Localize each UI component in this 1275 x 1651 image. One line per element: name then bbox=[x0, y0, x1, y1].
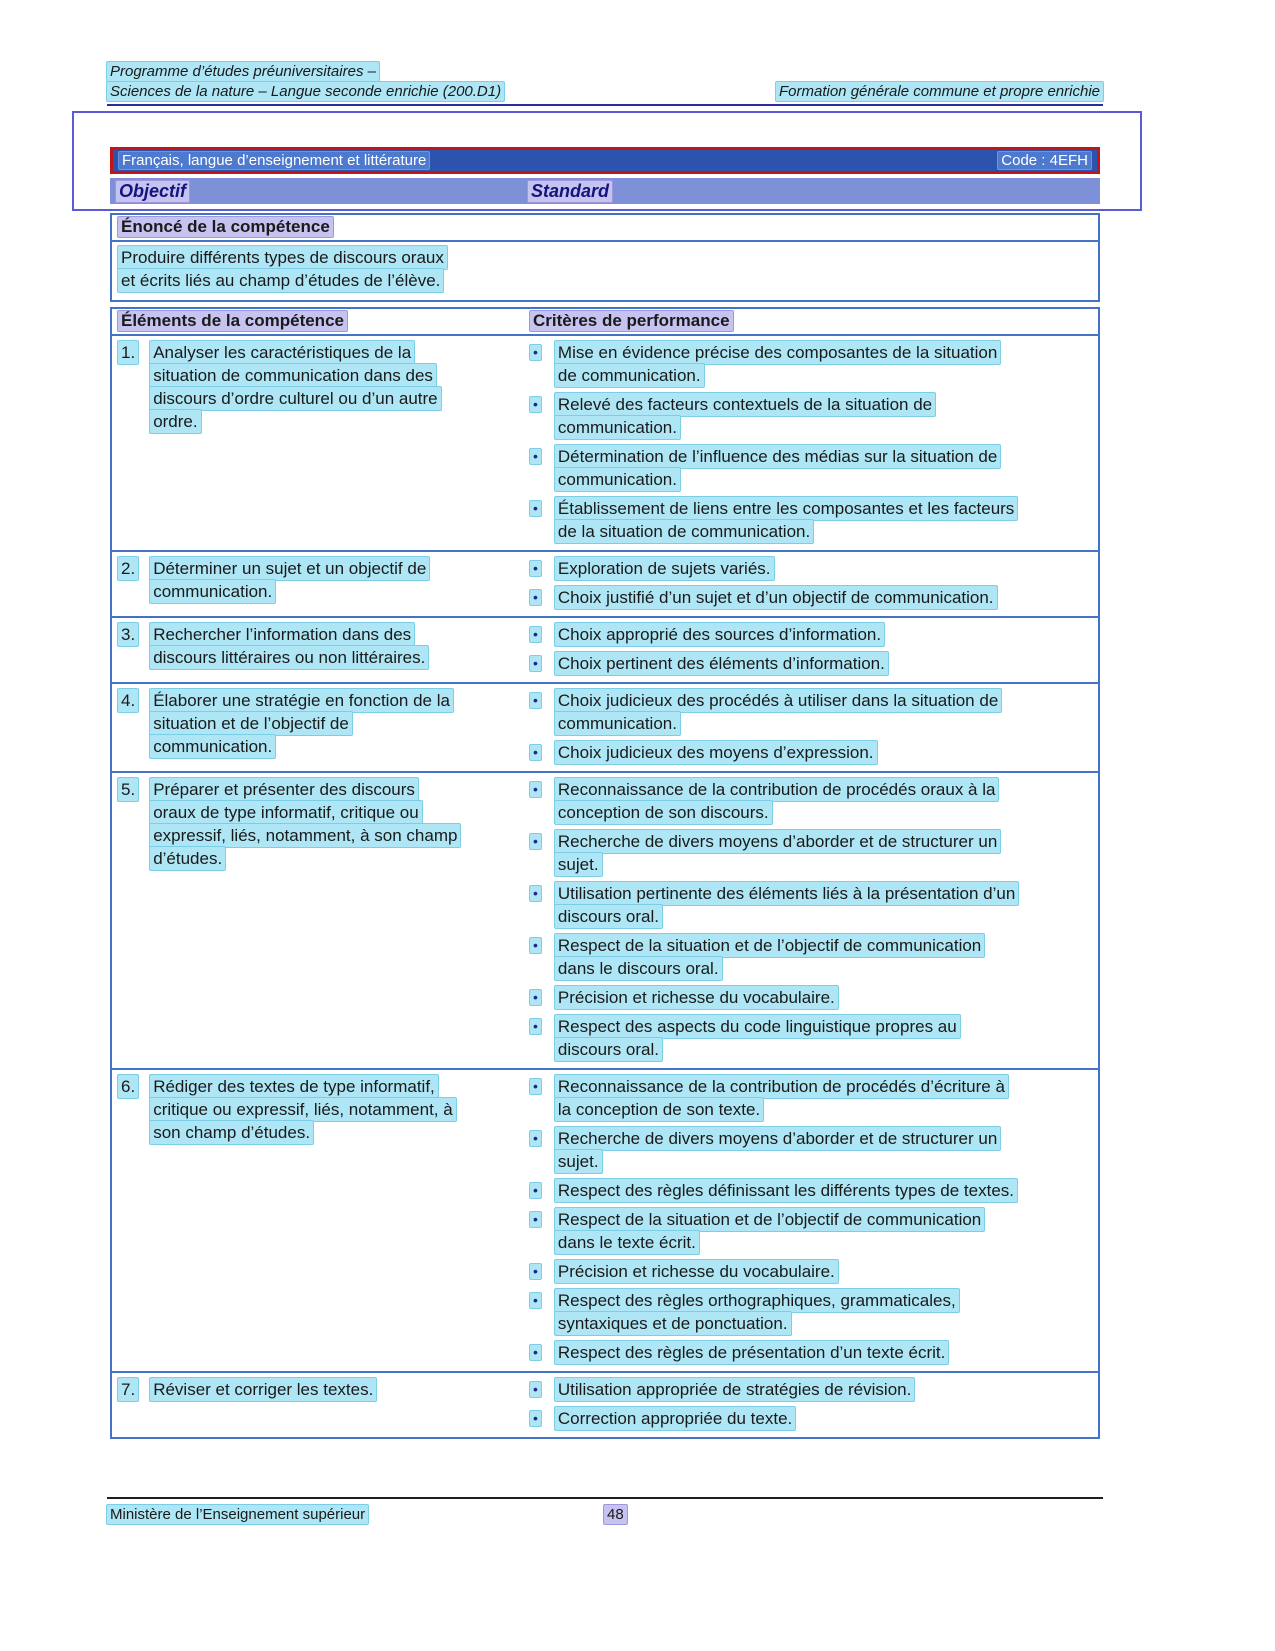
bullet-icon: • bbox=[530, 501, 541, 516]
element-cell bbox=[112, 623, 512, 675]
criterion-text bbox=[555, 830, 1000, 876]
bullet-icon: • bbox=[530, 1411, 541, 1426]
criterion-line bbox=[555, 364, 1000, 387]
criterion-line bbox=[555, 1378, 914, 1401]
criterion-line-text: Précision et richesse du vocabulaire. bbox=[555, 1260, 838, 1283]
criterion-text bbox=[555, 1341, 948, 1364]
competency-row bbox=[112, 684, 1098, 773]
enonce-body bbox=[112, 242, 1098, 300]
competency-row bbox=[112, 1373, 1098, 1437]
criterion-text bbox=[555, 1179, 1017, 1202]
criterion-line-text: de communication. bbox=[555, 364, 704, 387]
element-text bbox=[150, 1378, 376, 1401]
criterion-line-text: Précision et richesse du vocabulaire. bbox=[555, 986, 838, 1009]
criterion-line-text: Utilisation appropriée de stratégies de révision. bbox=[555, 1378, 914, 1401]
competency-row bbox=[112, 336, 1098, 552]
criterion-line bbox=[555, 652, 888, 675]
criteres-column-header-label: Critères de performance bbox=[530, 311, 733, 331]
criterion-item bbox=[530, 741, 1092, 764]
element-line bbox=[150, 801, 460, 824]
header-left bbox=[107, 62, 504, 102]
element-line bbox=[150, 824, 460, 847]
criterion-item bbox=[530, 557, 1092, 580]
criterion-line bbox=[555, 1208, 984, 1231]
element-line bbox=[150, 1378, 376, 1401]
criterion-line-text: Respect des règles définissant les différents types de textes. bbox=[555, 1179, 1017, 1202]
element-cell bbox=[112, 341, 512, 543]
bullet-icon: • bbox=[530, 590, 541, 605]
criterion-text bbox=[555, 557, 774, 580]
element-cell bbox=[112, 557, 512, 609]
element-line-text: Analyser les caractéristiques de la bbox=[150, 341, 414, 364]
criterion-line-text: Choix judicieux des procédés à utiliser dans la situation de bbox=[555, 689, 1001, 712]
bullet-icon: • bbox=[530, 1019, 541, 1034]
criterion-line-text: Reconnaissance de la contribution de procédés oraux à la bbox=[555, 778, 999, 801]
element-line-text: d’études. bbox=[150, 847, 225, 870]
element-text bbox=[150, 623, 428, 669]
criterion-line-text: sujet. bbox=[555, 1150, 602, 1173]
element-line bbox=[150, 341, 440, 364]
criterion-line bbox=[555, 586, 997, 609]
criterion-line bbox=[555, 1407, 795, 1430]
bullet-icon: • bbox=[530, 1264, 541, 1279]
criterion-item bbox=[530, 1015, 1092, 1061]
criterion-item bbox=[530, 986, 1092, 1009]
course-title-bar bbox=[110, 147, 1100, 174]
criterion-text bbox=[555, 882, 1018, 928]
element-line-text: situation de communication dans des bbox=[150, 364, 436, 387]
criterion-text bbox=[555, 1378, 914, 1401]
criterion-line bbox=[555, 468, 1000, 491]
criterion-line bbox=[555, 741, 877, 764]
criterion-line-text: Choix judicieux des moyens d’expression. bbox=[555, 741, 877, 764]
criterion-line bbox=[555, 623, 884, 646]
element-line-text: Rechercher l’information dans des bbox=[150, 623, 414, 646]
element-line-text: Déterminer un sujet et un objectif de bbox=[150, 557, 429, 580]
criterion-text bbox=[555, 689, 1001, 735]
criterion-line-text: communication. bbox=[555, 712, 680, 735]
element-text bbox=[150, 778, 460, 870]
element-line-text: communication. bbox=[150, 735, 275, 758]
bullet-icon: • bbox=[530, 561, 541, 576]
criterion-line bbox=[555, 712, 1001, 735]
criterion-line bbox=[555, 853, 1000, 876]
objectif-standard-band bbox=[110, 178, 1100, 204]
criterion-item bbox=[530, 652, 1092, 675]
criterion-line bbox=[555, 1038, 960, 1061]
element-number: 4. bbox=[118, 689, 138, 712]
criterion-line-text: sujet. bbox=[555, 853, 602, 876]
criterion-line-text: discours oral. bbox=[555, 1038, 662, 1061]
competency-table-header bbox=[112, 309, 1098, 336]
bullet-icon: • bbox=[530, 834, 541, 849]
elements-column-header-label: Éléments de la compétence bbox=[118, 311, 347, 331]
criterion-line bbox=[555, 520, 1017, 543]
criterion-text bbox=[555, 393, 935, 439]
element-line-text: Réviser et corriger les textes. bbox=[150, 1378, 376, 1401]
criterion-line-text: Respect des règles orthographiques, grammaticales, bbox=[555, 1289, 959, 1312]
criterion-text bbox=[555, 341, 1000, 387]
criterion-item bbox=[530, 689, 1092, 735]
criterion-line bbox=[555, 689, 1001, 712]
criterion-line bbox=[555, 416, 935, 439]
criterion-item bbox=[530, 497, 1092, 543]
criterion-line bbox=[555, 557, 774, 580]
criterion-item bbox=[530, 1407, 1092, 1430]
criterion-line-text: syntaxiques et de ponctuation. bbox=[555, 1312, 791, 1335]
element-cell bbox=[112, 1378, 512, 1430]
criterion-line bbox=[555, 1289, 959, 1312]
criterion-item bbox=[530, 934, 1092, 980]
criterion-line-text: dans le discours oral. bbox=[555, 957, 722, 980]
criterion-item bbox=[530, 445, 1092, 491]
criteres-column-header bbox=[512, 311, 1098, 331]
criterion-line-text: Exploration de sujets variés. bbox=[555, 557, 774, 580]
criterion-line bbox=[555, 1150, 1000, 1173]
criterion-line-text: communication. bbox=[555, 416, 680, 439]
element-line bbox=[150, 387, 440, 410]
criterion-text bbox=[555, 623, 884, 646]
criterion-item bbox=[530, 1179, 1092, 1202]
element-line bbox=[150, 623, 428, 646]
element-line bbox=[150, 580, 429, 603]
elements-column-header bbox=[112, 311, 512, 331]
competency-row bbox=[112, 618, 1098, 684]
footer-ministry-label: Ministère de l’Enseignement supérieur bbox=[107, 1505, 368, 1524]
bullet-icon: • bbox=[530, 656, 541, 671]
competency-row bbox=[112, 1070, 1098, 1373]
criterion-item bbox=[530, 1378, 1092, 1401]
element-number: 6. bbox=[118, 1075, 138, 1098]
criteria-cell bbox=[512, 1378, 1098, 1430]
criterion-line bbox=[555, 1341, 948, 1364]
element-line-text: Rédiger des textes de type informatif, bbox=[150, 1075, 438, 1098]
header-program-line2: Sciences de la nature – Langue seconde enrichie (200.D1) bbox=[107, 82, 504, 101]
criterion-line bbox=[555, 882, 1018, 905]
element-text bbox=[150, 1075, 456, 1144]
enonce-line bbox=[118, 246, 1092, 269]
competency-row bbox=[112, 552, 1098, 618]
course-code: Code : 4EFH bbox=[998, 152, 1091, 169]
criterion-line bbox=[555, 497, 1017, 520]
element-line bbox=[150, 1075, 456, 1098]
element-line bbox=[150, 364, 440, 387]
element-number: 1. bbox=[118, 341, 138, 364]
element-number: 3. bbox=[118, 623, 138, 646]
element-text bbox=[150, 557, 429, 603]
element-line bbox=[150, 646, 428, 669]
bullet-icon: • bbox=[530, 886, 541, 901]
element-cell bbox=[112, 1075, 512, 1364]
element-line-text: Élaborer une stratégie en fonction de la bbox=[150, 689, 453, 712]
bullet-icon: • bbox=[530, 627, 541, 642]
page-number: 48 bbox=[604, 1505, 627, 1524]
element-line-text: son champ d’études. bbox=[150, 1121, 313, 1144]
criterion-line bbox=[555, 1015, 960, 1038]
standard-heading: Standard bbox=[528, 181, 612, 202]
criterion-text bbox=[555, 652, 888, 675]
element-line-text: expressif, liés, notamment, à son champ bbox=[150, 824, 460, 847]
criterion-item bbox=[530, 393, 1092, 439]
element-line-text: oraux de type informatif, critique ou bbox=[150, 801, 422, 824]
bullet-icon: • bbox=[530, 1131, 541, 1146]
enonce-line bbox=[118, 269, 1092, 292]
bullet-icon: • bbox=[530, 745, 541, 760]
element-line bbox=[150, 735, 453, 758]
criterion-line-text: Correction appropriée du texte. bbox=[555, 1407, 795, 1430]
criteria-cell bbox=[512, 557, 1098, 609]
page-header bbox=[107, 62, 1103, 102]
criterion-line bbox=[555, 1075, 1008, 1098]
criterion-item bbox=[530, 341, 1092, 387]
criterion-line-text: Utilisation pertinente des éléments liés à la présentation d’un bbox=[555, 882, 1018, 905]
criterion-item bbox=[530, 830, 1092, 876]
criterion-line bbox=[555, 1098, 1008, 1121]
bullet-icon: • bbox=[530, 693, 541, 708]
criterion-line bbox=[555, 957, 984, 980]
element-line bbox=[150, 712, 453, 735]
criterion-line-text: Choix approprié des sources d’information. bbox=[555, 623, 884, 646]
objectif-heading: Objectif bbox=[116, 181, 189, 202]
criterion-item bbox=[530, 882, 1092, 928]
element-line-text: ordre. bbox=[150, 410, 200, 433]
element-line bbox=[150, 1098, 456, 1121]
criterion-line-text: Recherche de divers moyens d’aborder et de structurer un bbox=[555, 830, 1000, 853]
criterion-text bbox=[555, 1407, 795, 1430]
element-number: 7. bbox=[118, 1378, 138, 1401]
element-cell bbox=[112, 689, 512, 764]
bullet-icon: • bbox=[530, 1293, 541, 1308]
criterion-text bbox=[555, 1075, 1008, 1121]
criterion-text bbox=[555, 445, 1000, 491]
bullet-icon: • bbox=[530, 1212, 541, 1227]
criterion-line bbox=[555, 830, 1000, 853]
criterion-text bbox=[555, 1289, 959, 1335]
criterion-line bbox=[555, 986, 838, 1009]
criterion-line bbox=[555, 1231, 984, 1254]
criterion-item bbox=[530, 1208, 1092, 1254]
criterion-line-text: dans le texte écrit. bbox=[555, 1231, 699, 1254]
element-text bbox=[150, 689, 453, 758]
element-line bbox=[150, 1121, 456, 1144]
criteria-cell bbox=[512, 1075, 1098, 1364]
element-number: 5. bbox=[118, 778, 138, 801]
header-program-line1: Programme d’études préuniversitaires – bbox=[107, 62, 379, 81]
enonce-header bbox=[112, 215, 1098, 242]
criterion-text bbox=[555, 986, 838, 1009]
criterion-line-text: discours oral. bbox=[555, 905, 662, 928]
enonce-table bbox=[110, 213, 1100, 302]
criterion-item bbox=[530, 1127, 1092, 1173]
footer-rule bbox=[107, 1497, 1103, 1499]
criterion-text bbox=[555, 934, 984, 980]
criterion-line bbox=[555, 905, 1018, 928]
criteria-cell bbox=[512, 341, 1098, 543]
bullet-icon: • bbox=[530, 938, 541, 953]
bullet-icon: • bbox=[530, 1382, 541, 1397]
criterion-line bbox=[555, 1260, 838, 1283]
bullet-icon: • bbox=[530, 397, 541, 412]
enonce-line-text: et écrits liés au champ d’études de l’élève. bbox=[118, 269, 443, 292]
element-line-text: communication. bbox=[150, 580, 275, 603]
element-line bbox=[150, 778, 460, 801]
page-footer bbox=[107, 1505, 1103, 1524]
bullet-icon: • bbox=[530, 990, 541, 1005]
element-line bbox=[150, 689, 453, 712]
criterion-line-text: Respect des règles de présentation d’un texte écrit. bbox=[555, 1341, 948, 1364]
bullet-icon: • bbox=[530, 1079, 541, 1094]
criterion-item bbox=[530, 1341, 1092, 1364]
criterion-text bbox=[555, 586, 997, 609]
criterion-line-text: Mise en évidence précise des composantes de la situation bbox=[555, 341, 1000, 364]
element-line-text: Préparer et présenter des discours bbox=[150, 778, 418, 801]
element-text bbox=[150, 341, 440, 433]
criterion-line bbox=[555, 934, 984, 957]
element-line-text: discours littéraires ou non littéraires. bbox=[150, 646, 428, 669]
course-title: Français, langue d’enseignement et littérature bbox=[119, 152, 429, 169]
criteria-cell bbox=[512, 689, 1098, 764]
header-rule bbox=[107, 104, 1103, 106]
criterion-text bbox=[555, 778, 999, 824]
criterion-line-text: Choix justifié d’un sujet et d’un objectif de communication. bbox=[555, 586, 997, 609]
element-line bbox=[150, 847, 460, 870]
criterion-line bbox=[555, 1312, 959, 1335]
criterion-line bbox=[555, 393, 935, 416]
criterion-text bbox=[555, 1208, 984, 1254]
element-line bbox=[150, 410, 440, 433]
criterion-text bbox=[555, 1127, 1000, 1173]
criterion-line-text: Reconnaissance de la contribution de procédés d’écriture à bbox=[555, 1075, 1008, 1098]
element-line-text: situation et de l’objectif de bbox=[150, 712, 352, 735]
criterion-item bbox=[530, 623, 1092, 646]
header-formation-label: Formation générale commune et propre enrichie bbox=[776, 82, 1103, 101]
criterion-text bbox=[555, 497, 1017, 543]
criterion-line-text: Recherche de divers moyens d’aborder et de structurer un bbox=[555, 1127, 1000, 1150]
bullet-icon: • bbox=[530, 782, 541, 797]
element-line-text: discours d’ordre culturel ou d’un autre bbox=[150, 387, 440, 410]
criterion-line bbox=[555, 1179, 1017, 1202]
criterion-line-text: Respect des aspects du code linguistique propres au bbox=[555, 1015, 960, 1038]
criterion-line-text: conception de son discours. bbox=[555, 801, 772, 824]
criterion-item bbox=[530, 778, 1092, 824]
criterion-item bbox=[530, 1260, 1092, 1283]
criteria-cell bbox=[512, 623, 1098, 675]
element-line-text: critique ou expressif, liés, notamment, à bbox=[150, 1098, 456, 1121]
criteria-cell bbox=[512, 778, 1098, 1061]
bullet-icon: • bbox=[530, 449, 541, 464]
criterion-line-text: Respect de la situation et de l’objectif de communication bbox=[555, 1208, 984, 1231]
criterion-item bbox=[530, 1289, 1092, 1335]
header-right bbox=[776, 82, 1103, 101]
criterion-text bbox=[555, 1260, 838, 1283]
element-number: 2. bbox=[118, 557, 138, 580]
criterion-line-text: Établissement de liens entre les composantes et les facteurs bbox=[555, 497, 1017, 520]
criterion-text bbox=[555, 1015, 960, 1061]
criterion-line-text: Relevé des facteurs contextuels de la situation de bbox=[555, 393, 935, 416]
criterion-line bbox=[555, 778, 999, 801]
criterion-line-text: Détermination de l’influence des médias sur la situation de bbox=[555, 445, 1000, 468]
element-cell bbox=[112, 778, 512, 1061]
criterion-line-text: Respect de la situation et de l’objectif de communication bbox=[555, 934, 984, 957]
enonce-header-label: Énoncé de la compétence bbox=[118, 217, 333, 237]
bullet-icon: • bbox=[530, 1183, 541, 1198]
competency-row bbox=[112, 773, 1098, 1070]
bullet-icon: • bbox=[530, 1345, 541, 1360]
criterion-line-text: de la situation de communication. bbox=[555, 520, 813, 543]
enonce-line-text: Produire différents types de discours oraux bbox=[118, 246, 447, 269]
criterion-line bbox=[555, 1127, 1000, 1150]
criterion-item bbox=[530, 586, 1092, 609]
competency-table-rows bbox=[112, 336, 1098, 1437]
criterion-text bbox=[555, 741, 877, 764]
criterion-line bbox=[555, 341, 1000, 364]
criterion-line bbox=[555, 801, 999, 824]
criterion-line-text: communication. bbox=[555, 468, 680, 491]
criterion-line bbox=[555, 445, 1000, 468]
criterion-line-text: la conception de son texte. bbox=[555, 1098, 763, 1121]
competency-table bbox=[110, 307, 1100, 1439]
criterion-line-text: Choix pertinent des éléments d’information. bbox=[555, 652, 888, 675]
bullet-icon: • bbox=[530, 345, 541, 360]
element-line bbox=[150, 557, 429, 580]
criterion-item bbox=[530, 1075, 1092, 1121]
